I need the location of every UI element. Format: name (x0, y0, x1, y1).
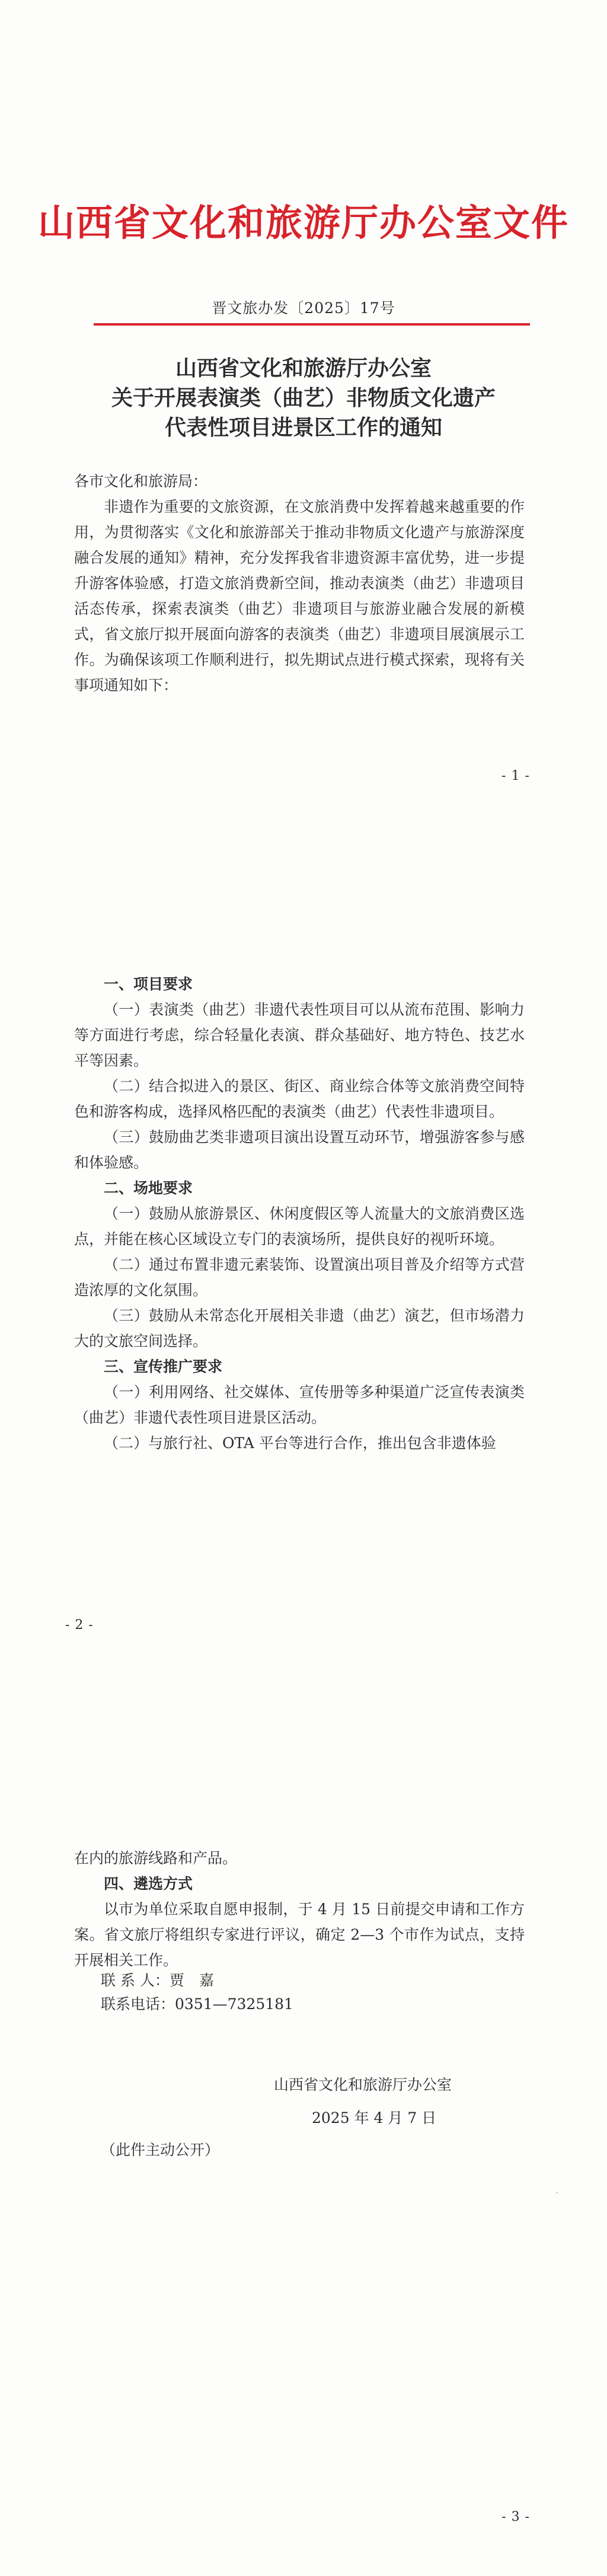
section-heading: 四、遴选方式 (104, 1875, 193, 1892)
signature-organization: 山西省文化和旅游厅办公室 (274, 2076, 452, 2093)
section-item: （一）鼓励从旅游景区、休闲度假区等人流量大的文旅消费区选点，并能在核心区域设立专门的表演场所，提供良好的视听环境。 (74, 1205, 525, 1248)
page-number: - 2 - (65, 1618, 94, 1633)
red-header-rule (94, 323, 530, 326)
section-item: （二）通过布置非遗元素装饰、设置演出项目普及介绍等方式营造浓厚的文化氛围。 (74, 1256, 525, 1299)
document-number: 晋文旅办发〔2025〕17号 (212, 299, 395, 317)
section-item: （二）结合拟进入的景区、街区、商业综合体等文旅消费空间特色和游客构成，选择风格匹配的表演类（曲艺）代表性非遗项目。 (74, 1077, 525, 1120)
page-3-body (74, 1845, 525, 1973)
contact-block (101, 1969, 293, 2016)
salutation: 各市文化和旅游局： (74, 473, 208, 490)
intro-paragraph: 非遗作为重要的文旅资源，在文旅消费中发挥着越来越重要的作用，为贯彻落实《文化和旅游部关于推动非物质文化遗产与旅游深度融合发展的通知》精神，充分发挥我省非遗资源丰富优势，进一步提升游客体验感，打造文旅消费新空间，推动表演类（曲艺）非遗项目活态传承，探索表演类（曲艺）非遗项目与旅游业融合发展的新模式，省文旅厅拟开展面向游客的表演类（曲艺）非遗项目展演展示工作。为确保该项工作顺利进行，拟先期试点进行模式探索，现将有关事项通知如下： (74, 498, 525, 694)
signature-date: 2025 年 4 月 7 日 (312, 2109, 437, 2127)
scan-mark (556, 2192, 558, 2194)
notice-title-line: 代表性项目进景区工作的通知 (164, 415, 442, 440)
section-heading: 一、项目要求 (104, 975, 193, 993)
contact-phone: 联系电话：0351—7325181 (101, 1995, 293, 2013)
notice-title-line: 关于开展表演类（曲艺）非物质文化遗产 (111, 385, 496, 410)
section-item: （三）鼓励曲艺类非遗项目演出设置互动环节，增强游客参与感和体验感。 (74, 1128, 525, 1171)
notice-title (0, 353, 607, 442)
section-heading: 二、场地要求 (104, 1179, 193, 1197)
notice-title-line: 山西省文化和旅游厅办公室 (175, 356, 432, 381)
page-number: - 3 - (501, 2510, 530, 2524)
section-paragraph: 以市为单位采取自愿申报制，于 4 月 15 日前提交申请和工作方案。省文旅厅将组织专家进行评议，确定 2—3 个市作为试点，支持开展相关工作。 (74, 1901, 525, 1969)
page-number: - 1 - (501, 769, 530, 783)
contact-person: 联 系 人：贾 嘉 (101, 1972, 214, 1989)
document-header-title: 山西省文化和旅游厅办公室文件 (37, 201, 569, 244)
section-item: （一）利用网络、社交媒体、宣传册等多种渠道广泛宣传表演类（曲艺）非遗代表性项目进景区活动。 (74, 1383, 525, 1426)
disclosure-note: （此件主动公开） (101, 2141, 220, 2159)
section-heading: 三、宣传推广要求 (104, 1358, 223, 1375)
page-2-body (74, 971, 525, 1456)
section-item: （三）鼓励从未常态化开展相关非遗（曲艺）演艺，但市场潜力大的文旅空间选择。 (74, 1307, 525, 1350)
section-item: （二）与旅行社、OTA 平台等进行合作，推出包含非遗体验 (104, 1434, 496, 1452)
page-1 (0, 0, 607, 859)
section-item: （一）表演类（曲艺）非遗代表性项目可以从流布范围、影响力等方面进行考虑，综合轻量化表演、群众基础好、地方特色、技艺水平等因素。 (74, 1001, 525, 1069)
continuation-text: 在内的旅游线路和产品。 (74, 1850, 238, 1867)
page-1-body (74, 468, 525, 698)
